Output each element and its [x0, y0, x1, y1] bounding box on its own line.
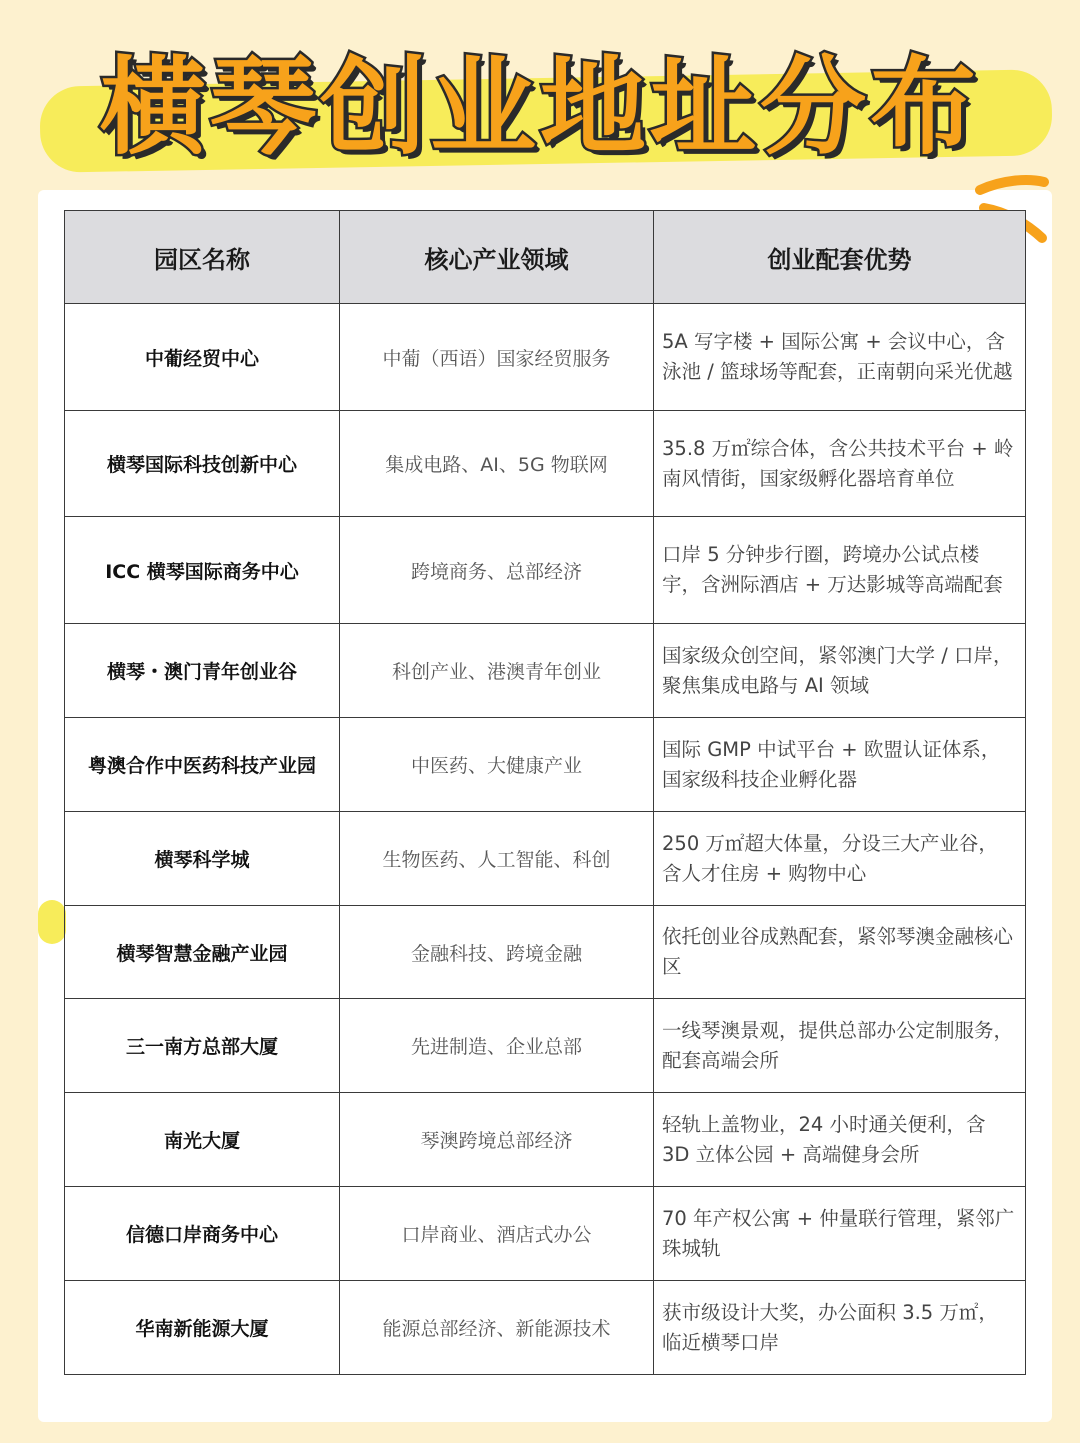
- table-row: [65, 999, 1026, 1093]
- advantage-text: 一线琴澳景观，提供总部办公定制服务，配套高端会所: [654, 999, 1026, 1093]
- table-row: [65, 1281, 1026, 1375]
- park-name: 横琴・澳门青年创业谷: [65, 624, 340, 718]
- header-core-industry: 核心产业领域: [340, 211, 654, 304]
- advantage-text: 国家级众创空间，紧邻澳门大学 / 口岸，聚焦集成电路与 AI 领域: [654, 624, 1026, 718]
- table-row: [65, 624, 1026, 718]
- park-name: 南光大厦: [65, 1093, 340, 1187]
- core-industry: 中医药、大健康产业: [340, 718, 654, 812]
- table-row: [65, 718, 1026, 812]
- park-name: ICC 横琴国际商务中心: [65, 517, 340, 624]
- header-park-name: 园区名称: [65, 211, 340, 304]
- core-industry: 科创产业、港澳青年创业: [340, 624, 654, 718]
- table-row: [65, 411, 1026, 517]
- table-row: [65, 812, 1026, 906]
- table-row: [65, 1187, 1026, 1281]
- advantage-text: 轻轨上盖物业，24 小时通关便利，含 3D 立体公园 + 高端健身会所: [654, 1093, 1026, 1187]
- park-name: 中葡经贸中心: [65, 304, 340, 411]
- park-name: 华南新能源大厦: [65, 1281, 340, 1375]
- core-industry: 先进制造、企业总部: [340, 999, 654, 1093]
- advantage-text: 250 万㎡超大体量，分设三大产业谷，含人才住房 + 购物中心: [654, 812, 1026, 906]
- advantage-text: 国际 GMP 中试平台 + 欧盟认证体系，国家级科技企业孵化器: [654, 718, 1026, 812]
- table-header-row: [65, 211, 1026, 304]
- park-name: 三一南方总部大厦: [65, 999, 340, 1093]
- advantage-text: 70 年产权公寓 + 仲量联行管理，紧邻广珠城轨: [654, 1187, 1026, 1281]
- page-title: 横琴创业地址分布: [100, 46, 980, 169]
- advantage-text: 获市级设计大奖，办公面积 3.5 万㎡，临近横琴口岸: [654, 1281, 1026, 1375]
- core-industry: 能源总部经济、新能源技术: [340, 1281, 654, 1375]
- park-table: [64, 210, 1026, 1375]
- core-industry: 生物医药、人工智能、科创: [340, 812, 654, 906]
- table-row: [65, 906, 1026, 999]
- park-name: 横琴国际科技创新中心: [65, 411, 340, 517]
- advantage-text: 5A 写字楼 + 国际公寓 + 会议中心，含泳池 / 篮球场等配套，正南朝向采光优越: [654, 304, 1026, 411]
- advantage-text: 口岸 5 分钟步行圈，跨境办公试点楼宇，含洲际酒店 + 万达影城等高端配套: [654, 517, 1026, 624]
- header-advantage: 创业配套优势: [654, 211, 1026, 304]
- park-name: 横琴智慧金融产业园: [65, 906, 340, 999]
- core-industry: 口岸商业、酒店式办公: [340, 1187, 654, 1281]
- park-name: 粤澳合作中医药科技产业园: [65, 718, 340, 812]
- advantage-text: 35.8 万㎡综合体，含公共技术平台 + 岭南风情街，国家级孵化器培育单位: [654, 411, 1026, 517]
- park-name: 横琴科学城: [65, 812, 340, 906]
- core-industry: 中葡（西语）国家经贸服务: [340, 304, 654, 411]
- table-row: [65, 1093, 1026, 1187]
- decor-dot: [38, 900, 66, 944]
- core-industry: 金融科技、跨境金融: [340, 906, 654, 999]
- park-name: 信德口岸商务中心: [65, 1187, 340, 1281]
- core-industry: 集成电路、AI、5G 物联网: [340, 411, 654, 517]
- core-industry: 跨境商务、总部经济: [340, 517, 654, 624]
- core-industry: 琴澳跨境总部经济: [340, 1093, 654, 1187]
- table-row: [65, 304, 1026, 411]
- advantage-text: 依托创业谷成熟配套，紧邻琴澳金融核心区: [654, 906, 1026, 999]
- table-row: [65, 517, 1026, 624]
